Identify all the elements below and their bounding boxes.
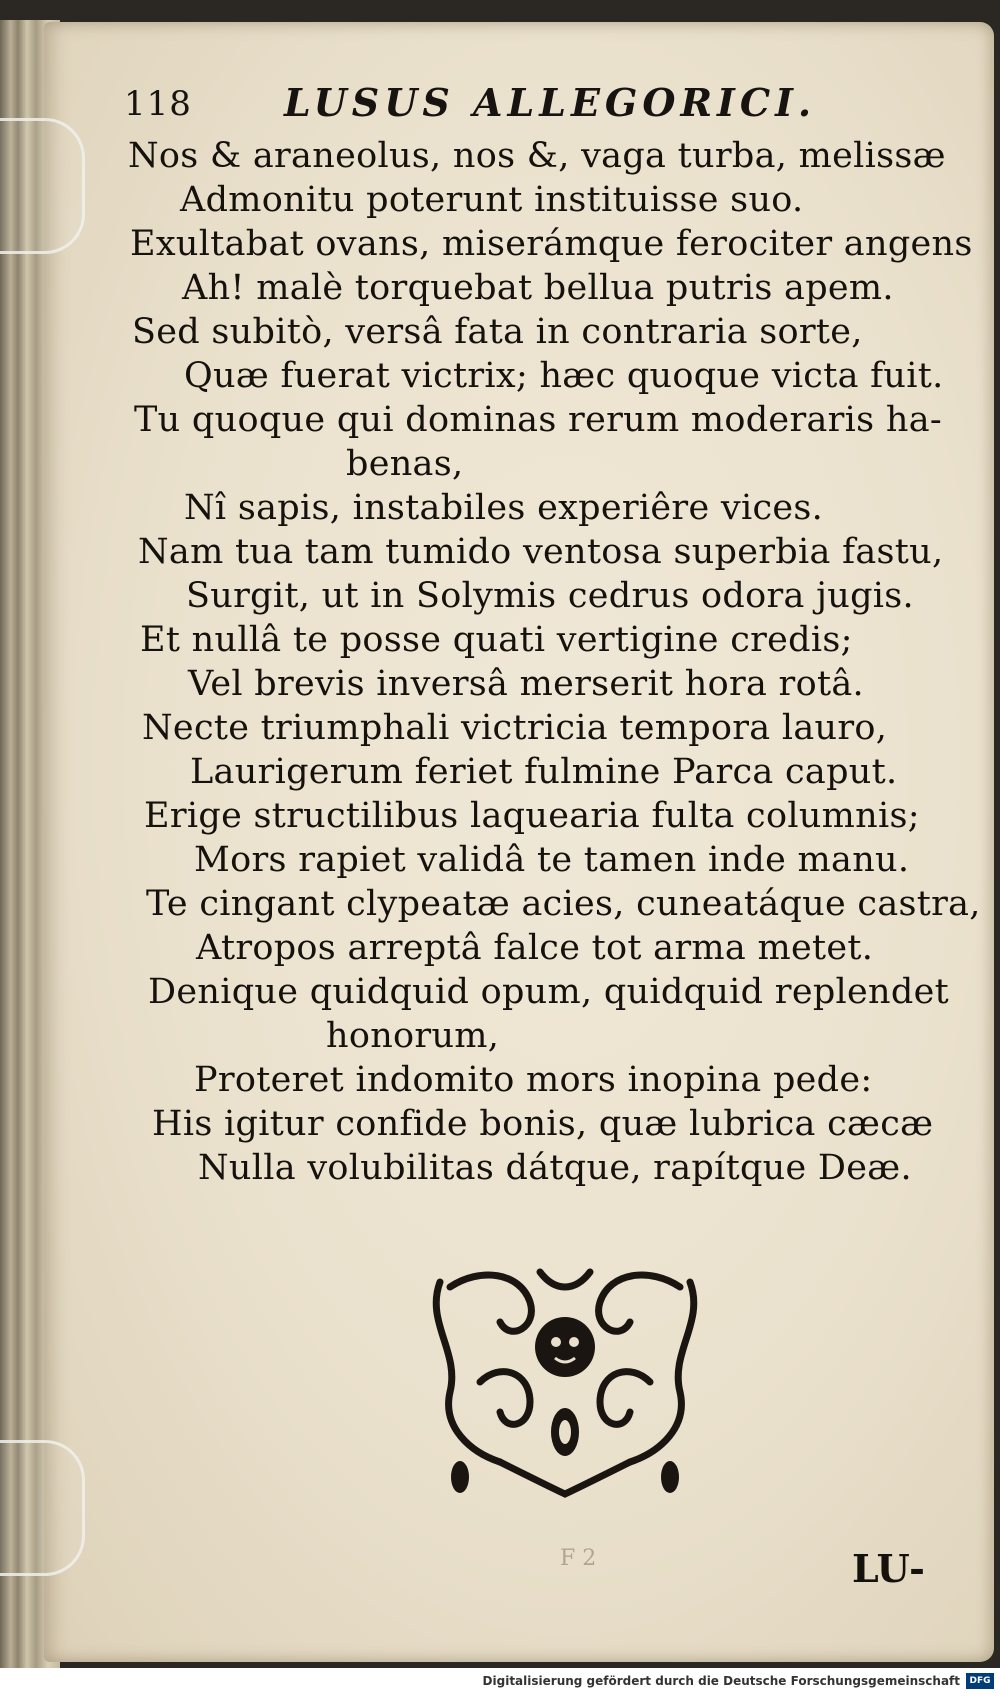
- verse-line: His igitur confide bonis, quæ lubrica cæcæ: [152, 1104, 934, 1144]
- verse-line: Quæ fuerat victrix; hæc quoque victa fuit.: [184, 356, 944, 396]
- verse-line: Admonitu poterunt instituisse suo.: [180, 180, 804, 220]
- verse-line: Mors rapiet validâ te tamen inde manu.: [194, 840, 910, 880]
- verse-line: Nam tua tam tumido ventosa superbia fastu,: [138, 532, 944, 572]
- verse-line: Exultabat ovans, miserámque ferociter angens: [130, 224, 973, 264]
- verse-line: Vel brevis inversâ merserit hora rotâ.: [188, 664, 864, 704]
- dfg-logo: DFG: [966, 1673, 994, 1689]
- verse-line: Ah! malè torquebat bellua putris apem.: [182, 268, 894, 308]
- signature-mark: F 2: [560, 1546, 597, 1571]
- verse-line: Te cingant clypeatæ acies, cuneatáque castra,: [146, 884, 981, 924]
- verse-line: Denique quidquid opum, quidquid replendet: [148, 972, 949, 1012]
- page-clip-bottom: [0, 1440, 85, 1576]
- page-header: [124, 80, 880, 128]
- verse-line: Tu quoque qui dominas rerum moderaris ha-: [134, 400, 942, 440]
- verse-line: Atropos arreptâ falce tot arma metet.: [196, 928, 874, 968]
- running-title: LUSUS ALLEGORICI.: [284, 80, 817, 125]
- verse-line: Necte triumphali victricia tempora lauro,: [142, 708, 888, 748]
- verse-line: Sed subitò, versâ fata in contraria sorte,: [132, 312, 863, 352]
- verse-line: honorum,: [326, 1016, 500, 1056]
- page-clip-top: [0, 118, 85, 254]
- verse-line: Nulla volubilitas dátque, rapítque Deæ.: [198, 1148, 912, 1188]
- verse-line: Surgit, ut in Solymis cedrus odora jugis.: [186, 576, 914, 616]
- verse-line: Nî sapis, instabiles experiêre vices.: [184, 488, 824, 528]
- verse-line: Proteret indomito mors inopina pede:: [194, 1060, 873, 1100]
- verse-line: Erige structilibus laquearia fulta columnis;: [144, 796, 920, 836]
- catchword: LU-: [852, 1546, 925, 1591]
- funding-credit: Digitalisierung gefördert durch die Deutsche Forschungsgemeinschaft: [482, 1674, 960, 1688]
- page-number: 118: [124, 84, 192, 124]
- verse-line: Et nullâ te posse quati vertigine credis;: [140, 620, 853, 660]
- verse-line: benas,: [346, 444, 464, 484]
- verse-line: Laurigerum feriet fulmine Parca caput.: [190, 752, 898, 792]
- verse-line: Nos & araneolus, nos &, vaga turba, melissæ: [128, 136, 946, 176]
- digitization-footer: [0, 1668, 1000, 1696]
- tailpiece-ornament: [420, 1262, 710, 1502]
